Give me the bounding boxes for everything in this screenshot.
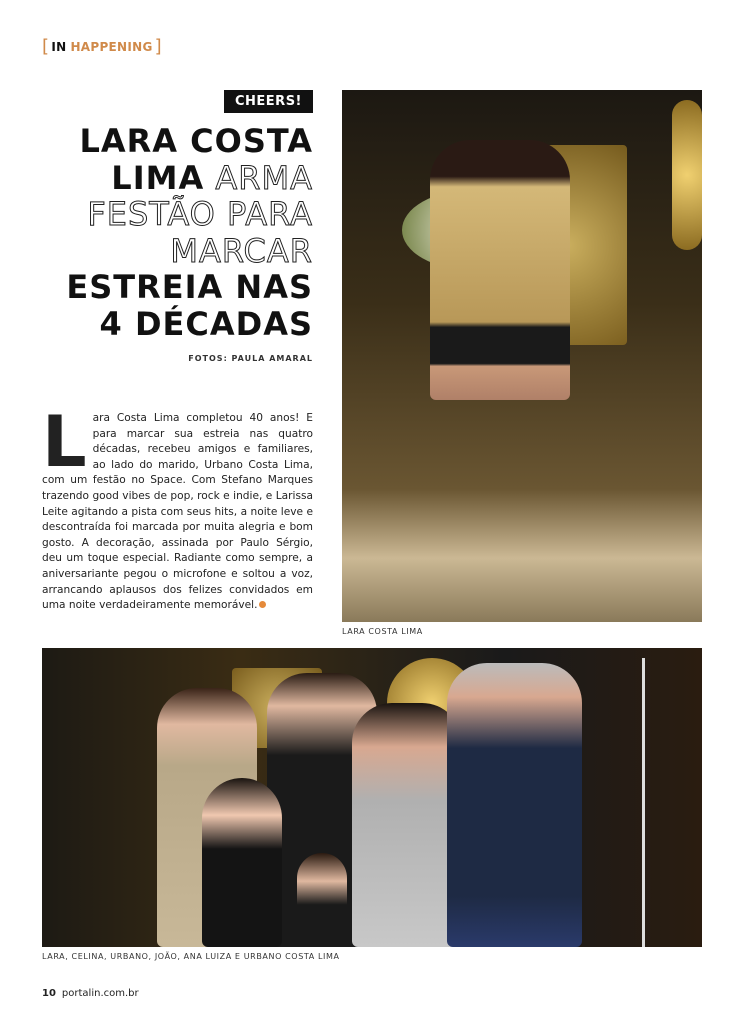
headline-segment: FESTÃO PARA <box>87 195 313 233</box>
headline-line <box>66 123 313 160</box>
headline <box>66 123 313 342</box>
end-mark-icon <box>259 601 266 608</box>
section-prefix: IN <box>51 40 67 54</box>
site-url: portalin.com.br <box>61 988 139 999</box>
headline-segment: LIMA <box>111 158 205 197</box>
headline-segment: MARCAR <box>170 231 313 270</box>
photo-caption: LARA COSTA LIMA <box>342 627 423 636</box>
page-number: 10 <box>42 988 56 999</box>
headline-line <box>66 196 313 233</box>
headline-segment: ARMA <box>204 158 313 197</box>
headline-segment: ESTREIA NAS <box>66 268 313 306</box>
headline-line <box>66 306 313 343</box>
kicker-badge: CHEERS! <box>224 90 313 113</box>
section-name: HAPPENING <box>70 40 153 54</box>
photo-family <box>42 648 702 947</box>
headline-line <box>66 269 313 306</box>
article-text: ara Costa Lima completou 40 anos! E para marcar sua estreia nas quatro décadas, recebeu amigos e familiares, ao lado do marido, Urbano Costa Lima, com um festão no Space. Com Stefano Marques trazendo good vibes de pop, rock e indie, e Larissa Leite agitando a pista com seus hits, a noite leve e descontraída foi marcada por muita alegria e bom gosto. A decoração, assinada por Paulo Sérgio, deu um toque especial. Radiante como sempre, a aniversariante pegou o microfone e soltou a voz, arrancando aplausos dos felizes convidados em uma noite verdadeiramente memorável. <box>42 412 313 612</box>
page-footer <box>42 988 139 999</box>
bracket-left: [ <box>42 36 50 57</box>
drop-cap: L <box>42 401 87 483</box>
bracket-right: ] <box>154 36 162 57</box>
headline-line <box>66 233 313 270</box>
section-label <box>42 38 162 56</box>
headline-segment: LARA COSTA <box>79 122 313 160</box>
photo-lara <box>342 90 702 622</box>
photo-credit: FOTOS: PAULA AMARAL <box>188 354 313 363</box>
headline-segment: 4 DÉCADAS <box>99 304 313 343</box>
photo-caption: LARA, CELINA, URBANO, JOÃO, ANA LUIZA E URBANO COSTA LIMA <box>42 952 340 961</box>
article-body <box>42 401 313 614</box>
headline-line <box>66 160 313 197</box>
